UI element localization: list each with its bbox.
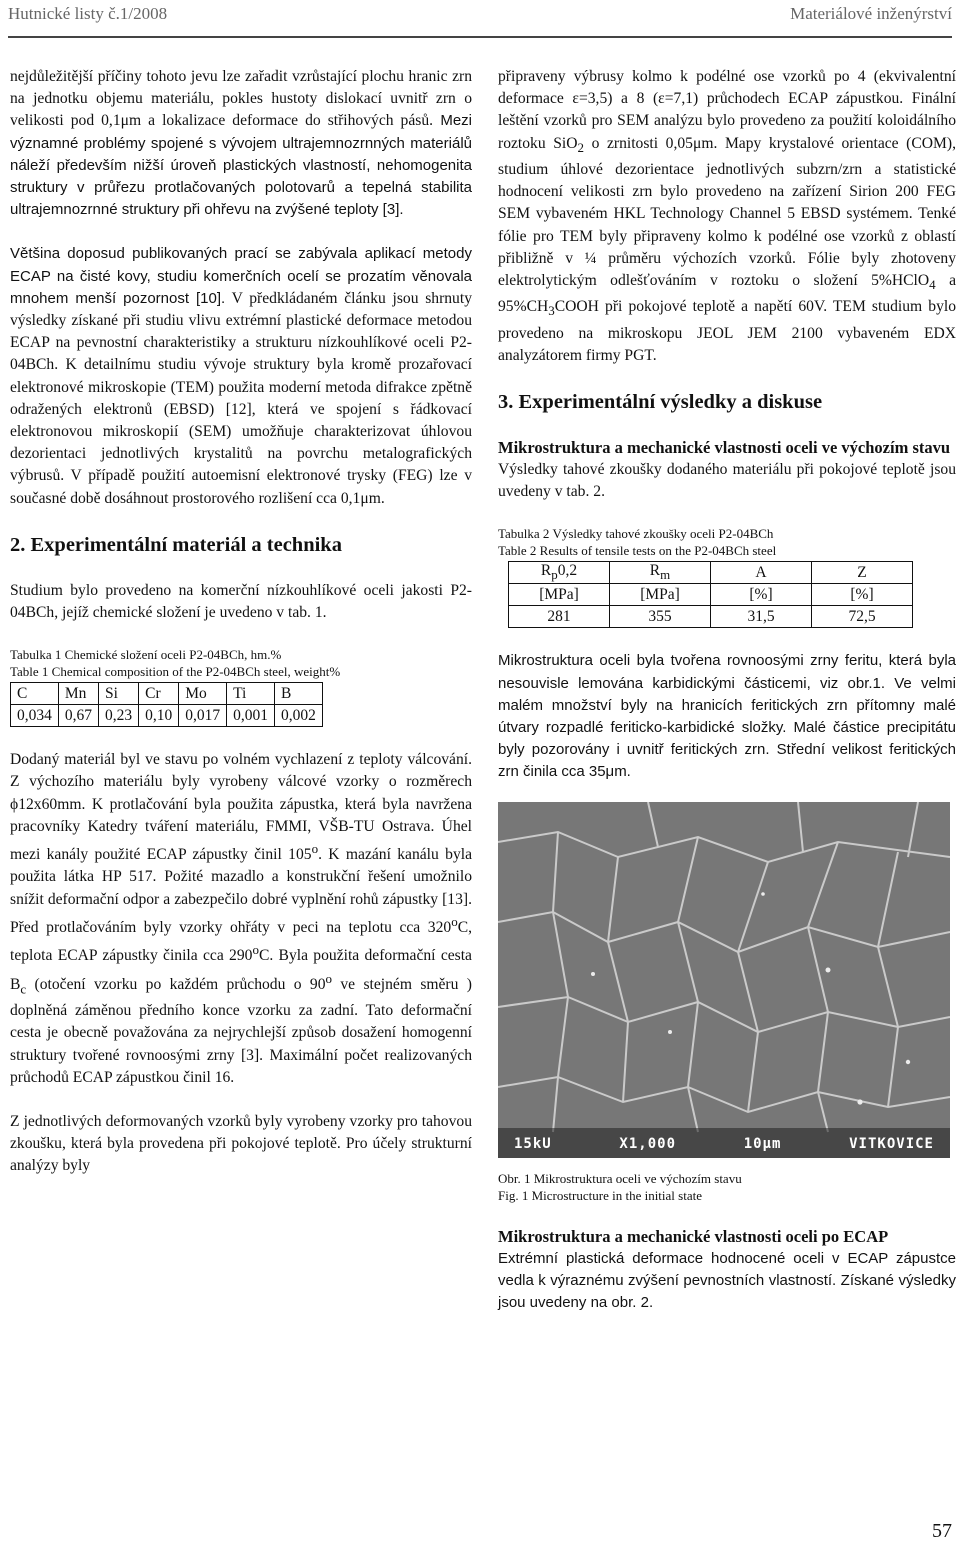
microstructure-image [498,802,950,1158]
table-row: 281 355 31,5 72,5 [509,606,913,628]
left-column [10,66,472,1178]
page-header [8,0,952,38]
paragraph: Výsledky tahové zkoušky dodaného materiálu při pokojové teplotě jsou uvedeny v tab. 2. [498,460,956,501]
tensile-table [508,561,913,628]
paragraph: Studium bylo provedeno na komerční nízkouhlíkové oceli jakosti P2-04BCh, jejíž chemické složení je uvedeno v tab. 1. [10,581,472,622]
table-caption: Tabulka 2 Výsledky tahové zkoušky oceli P2-04BCh [498,526,774,542]
table-header-row: $R_p0,2$ $R_m$ A Z [509,562,913,584]
table-header-row: C Mn Si Cr Mo Ti B [11,683,323,705]
page-number: 57 [932,1520,952,1542]
sem-data-bar: 15kU X1,000 10μm VITKOVICE [514,1135,934,1152]
paragraph: Extrémní plastická deformace hodnocené oceli v ECAP zápustce vedla k výraznému zvýšení pevnostních vlastností. Získané výsledky jsou uvedeny na obr. 2. [498,1249,956,1312]
paragraph: Z jednotlivých deformovaných vzorků byly vyrobeny vzorky pro tahovou zkoušku, která byla provedena při pokojové teplotě. Pro účely strukturní analýzy byly [10,1112,472,1175]
section-title: Materiálové inženýrství [790,4,952,23]
paragraph: nejdůležitější příčiny tohoto jevu lze zařadit vzrůstající plochu hranic zrn na jednotku objemu materiálu, pokles hustoty dislokací uvnitř zrn o velikosti pod 0,1μm a lokalizace deformace do střihových pásů. Mezi významné problémy spojené s vývojem ultrajemnozrnných materiálů náleží především nižší úroveň plastických vlastností, nehomogenita struktury v průřezu protlačovaných polotovarů a tepelná stabilita ultrajemnozrnné struktury při ohřevu na zvýšené teploty [3]. [10,68,473,219]
table-row: 0,034 0,67 0,23 0,10 0,017 0,001 0,002 [11,705,323,727]
table-caption: Tabulka 1 Chemické složení oceli P2-04BCh, hm.% [10,647,282,663]
journal-title: Hutnické listy č.1/2008 [8,4,168,23]
section-heading: 2. Experimentální materiál a technika [10,533,342,556]
section-heading: 3. Experimentální výsledky a diskuse [498,390,823,413]
table-header-row: [MPa] [MPa] [%] [%] [509,584,913,606]
table-caption-en: Table 1 Chemical composition of the P2-04BCh steel, weight% [10,664,341,680]
subsection-heading: Mikrostruktura a mechanické vlastnosti oceli po ECAP [498,1226,889,1246]
composition-table [10,682,323,727]
subsection-heading: Mikrostruktura a mechanické vlastnosti oceli ve výchozím stavu [498,437,951,457]
paragraph: Dodaný materiál byl ve stavu po volném vychlazení z teploty válcování. Z výchozího materiálu byly vyrobeny válcové vzorky o rozměrech ϕ12x60mm. K protlačování byla použita zápustka, která byla navržena pracovníky Katedry tváření materiálu, FMMI, VŠB-TU Ostrava. Úhel mezi kanály použité ECAP zápustky činil 105$^o$. K mazání kanálu byla použita látka HP 517. Požité mazadlo a konstrukční řešení umožnilo snížit deformační odpor a zabezpečilo dobré vyplnění rohů zápustky [13]. Před protlačováním byly vzorky ohřáty v peci na teplotu cca 320$^o$C, teplota ECAP zápustky činila cca 290$^o$C. Byla použita deformační cesta $B_c$ (otočení vzorku po každém průchodu o 90$^o$ ve stejném směru ) doplněná záměnou předního konce vzorku za zadní. Tato deformační cesta je obecně považována za nejrychlejší způsob dosažení homogenní struktury tvořené rovnoosými zrny [3]. Maximální počet realizovaných průchodů ECAP zápustkou činil 16. [10,751,472,1086]
figure-caption-en: Fig. 1 Microstructure in the initial state [498,1187,702,1203]
paragraph: připraveny výbrusy kolmo k podélné ose vzorků po 4 (ekvivalentní deformace ε=3,5) a 8 (ε=7,1) průchodech ECAP zápustkou. Finální leštění vzorků pro SEM analýzu bylo provedeno za použití koloidálního roztoku SiO$_2$ o zrnitosti 0,05μm. Mapy krystalové orientace (COM), studium úhlové dezorientace jednotlivých subzrn/zrn a statistické hodnocení velikosti zrn bylo provedeno na zařízení Sirion 200 FEG SEM vybaveném HKL Technology Channel 5 EBSD systémem. Tenké fólie pro TEM byly připraveny kolmo k podélné ose vzorků z oblastí přibližně v ¼ průměru výchozích vzorků. Fólie byly zhotoveny elektrolytickým odlešťováním v roztoku o složení 5%HClO$_4$ a $95\%CH_3COOH$ při pokojové teplotě a napětí 60V. TEM studium bylo provedeno na mikroskopu JEOL JEM 2100 vybaveném EDX analyzátorem firmy PGT. [498,68,956,364]
figure-caption: Obr. 1 Mikrostruktura oceli ve výchozím stavu [498,1170,742,1186]
paragraph: Většina doposud publikovaných prací se zabývala aplikací metody ECAP na čisté kovy, studiu komerčních ocelí se prozatím věnovala mnohem menší pozornost [10]. V předkládaném článku jsou shrnuty výsledky získané při studiu vlivu extrémní plastické deformace metodou ECAP na pevnostní charakteristiky a strukturu nízkouhlíkové oceli P2-04BCh. K detailnímu studiu vývoje struktury byla kromě prozařovací elektronové mikroskopie (TEM) použita moderní metoda difrakce zpětně odražených elektronů (EBSD) [12], která ve spojení s řádkovací elektronovou mikroskopií (SEM) umožňuje charakterizovat úhlovou dezorientaci jednotlivých krystalitů na povrchu metalografických výbrusů. V případě použití autoemisní elektronové trysky (FEG) lze v současné době dosáhnout prostorového rozlišení cca 0,1μm. [10,245,472,507]
table-caption-en: Table 2 Results of tensile tests on the P2-04BCh steel [498,543,777,559]
paragraph: Mikrostruktura oceli byla tvořena rovnoosými zrny feritu, která byla nesouvisle lemována karbidickými částicemi, viz obr.1. Ve velmi malém množství byly na hranicích feritických zrn přítomny malé útvary rozpadlé feriticko-karbidické složky. Malé částice precipitátu byly pozorovány i uvnitř feritických zrn. Střední velikost feritických zrn činila cca 35μm. [498,652,956,781]
right-column [498,66,956,1314]
grain-structure [498,802,950,1158]
